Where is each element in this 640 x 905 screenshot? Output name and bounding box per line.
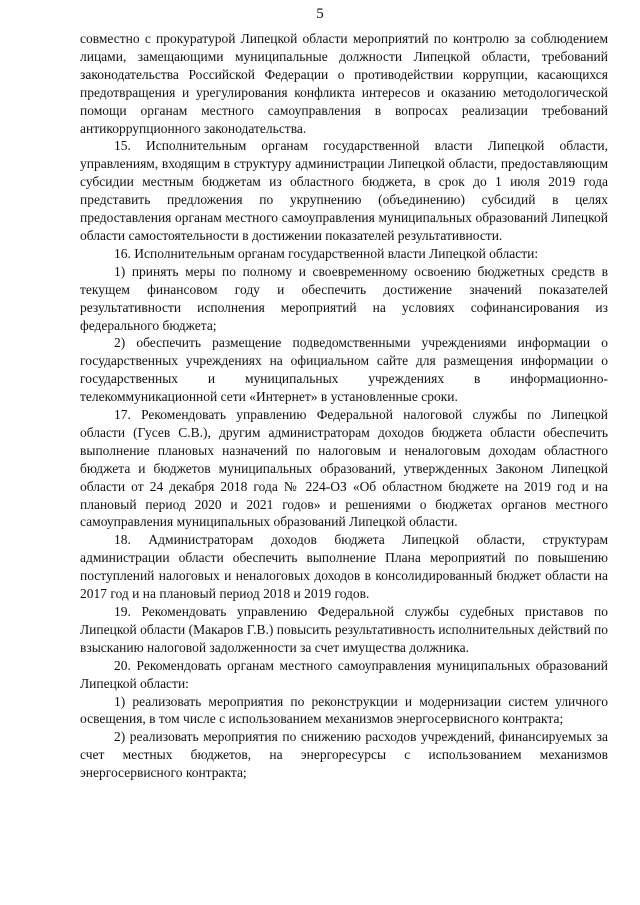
page-number: 5 <box>316 6 324 22</box>
paragraph-item-16: 16. Исполнительным органам государственной власти Липецкой области: <box>114 245 539 261</box>
paragraph-item-20-1: 1) реализовать мероприятия по реконструкции и модернизации систем уличного освещения, в том числе с использованием механизмов энергосервисного контракта; <box>80 693 608 727</box>
paragraph-item-20-2: 2) реализовать мероприятия по снижению расходов учреждений, финансируемых за счет местных бюджетов, на энергоресурсы с использованием механизмов энергосервисного контракта; <box>80 729 608 781</box>
paragraph-continuation: совместно с прокуратурой Липецкой области мероприятий по контролю за соблюдением лицами, замещающими муниципальные должности Липецкой области, требований законодательства Российской Федерации о противодействии коррупции, касающихся предотвращения и урегулирования конфликта интересов и оказанию методологической помощи органам местного самоуправления в вопросах реализации требований антикоррупционного законодательства. <box>80 31 608 136</box>
paragraph-item-18: 18. Администраторам доходов бюджета Липецкой области, структурам администрации области обеспечить выполнение Плана мероприятий по повышению поступлений налоговых и неналоговых доходов в консолидированный бюджет области на 2017 год и на плановый период 2018 и 2019 годов. <box>80 532 608 602</box>
paragraph-item-19: 19. Рекомендовать управлению Федеральной службы судебных приставов по Липецкой области (Макаров Г.В.) повысить результативность исполнительных действий по взысканию налоговой задолженности за счет имущества должника. <box>80 604 608 655</box>
paragraph-item-20: 20. Рекомендовать органам местного самоуправления муниципальных образований Липецкой области: <box>80 657 608 691</box>
paragraph-item-15: 15. Исполнительным органам государственной власти Липецкой области, управлениям, входящим в структуру администрации Липецкой области, предоставляющим субсидии местным бюджетам из областного бюджета, в срок до 1 июля 2019 года представить предложения по укрупнению (объединению) субсидий в целях предоставления органам местного самоуправления муниципальных образований Липецкой области самостоятельности в достижении показателей результативности. <box>80 138 608 243</box>
paragraph-item-16-2: 2) обеспечить размещение подведомственными учреждениями информации о государственных учреждениях на официальном сайте для размещения информации о государственных и муниципальных учреждениях в информационно-телекоммуникационной сети «Интернет» в установленные сроки. <box>80 335 608 405</box>
document-body <box>80 30 608 782</box>
paragraph-item-16-1: 1) принять меры по полному и своевременному освоению бюджетных средств в текущем финансовом году и обеспечить достижение значений показателей результативности исполнения мероприятий на условиях софинансирования из федерального бюджета; <box>80 263 608 333</box>
paragraph-item-17: 17. Рекомендовать управлению Федеральной налоговой службы по Липецкой области (Гусев С.В.), другим администраторам доходов бюджета области обеспечить выполнение плановых назначений по налоговым и неналоговым доходам областного бюджета и бюджетов муниципальных образований, утвержденных Законом Липецкой области от 24 декабря 2018 года № 224-ОЗ «Об областном бюджете на 2019 год и на плановый период 2020 и 2021 годов» и решениями о бюджетах органов местного самоуправления муниципальных образований Липецкой области. <box>80 407 608 530</box>
